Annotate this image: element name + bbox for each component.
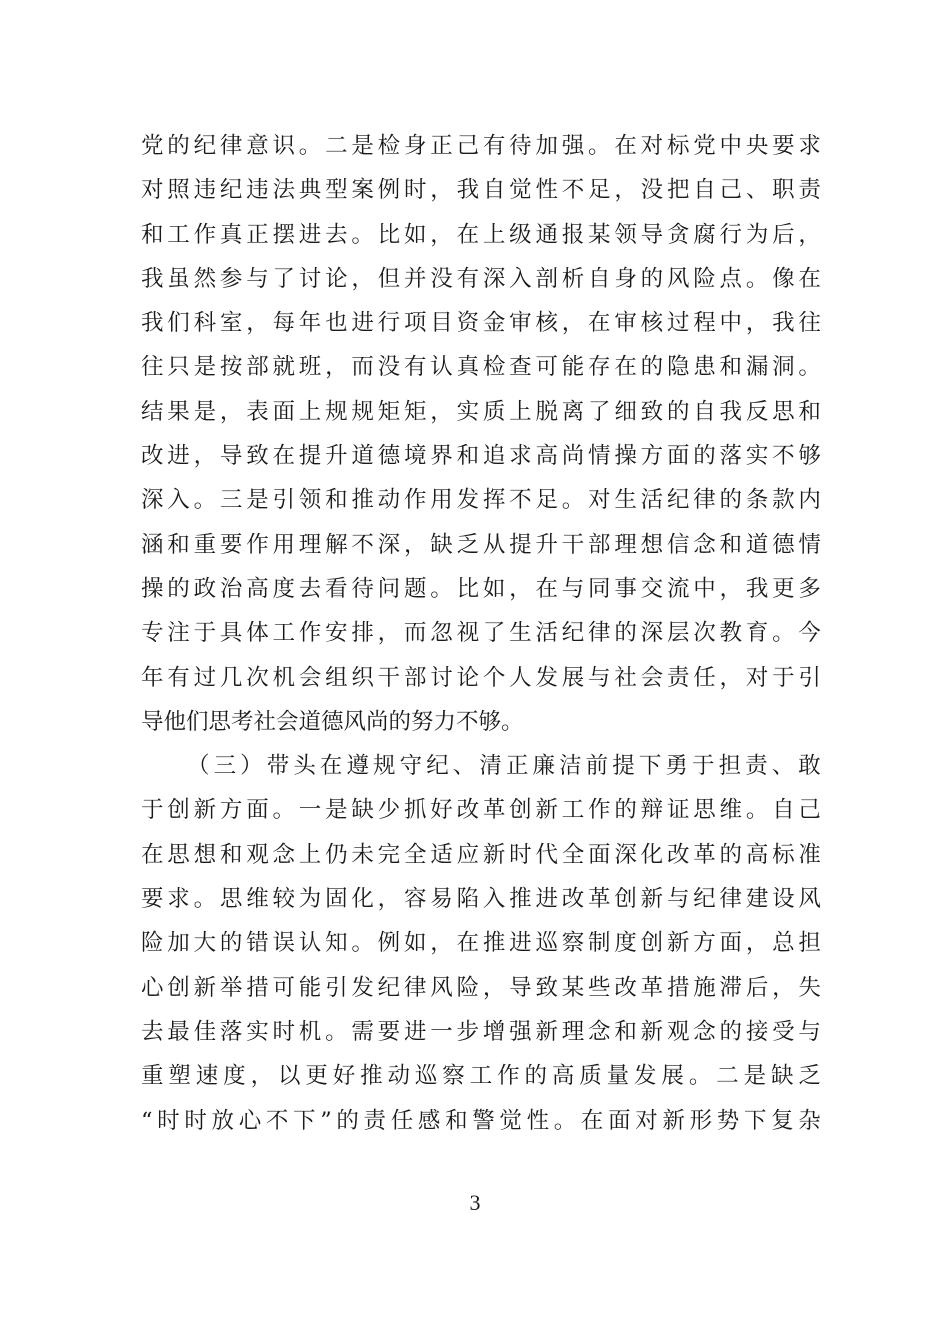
text-line: 对 照 违 纪 违 法 典 型 案 例 时 ， 我 自 觉 性 不 足 ， 没 把 自 己 、 职 责 [141,177,821,204]
text-line: 往 只 是 按 部 就 班 ， 而 没 有 认 真 检 查 可 能 存 在 的 隐 患 和 漏 洞 。 [141,354,821,381]
text-line: 心 创 新 举 措 可 能 引 发 纪 律 风 险 ， 导 致 某 些 改 革 措 施 滞 后 ， 失 [141,974,821,1001]
text-line: 操 的 政 治 高 度 去 看 待 问 题 。 比 如 ， 在 与 同 事 交 流 中 ， 我 更 多 [141,575,821,602]
text-line: 年 有 过 几 次 机 会 组 织 干 部 讨 论 个 人 发 展 与 社 会 责 任 ， 对 于 引 [141,664,821,691]
text-line: “ 时 时 放 心 不 下 ” 的 责 任 感 和 警 觉 性 。 在 面 对 新 形 势 下 复 杂 [141,1107,821,1134]
page-number: 3 [469,1190,481,1215]
text-line: 党 的 纪 律 意 识 。 二 是 检 身 正 己 有 待 加 强 。 在 对 标 党 中 央 要 求 [141,133,821,159]
text-line: 改 进 ， 导 致 在 提 升 道 德 境 界 和 追 求 高 尚 情 操 方 面 的 落 实 不 够 [141,443,821,470]
text-line: 我 们 科 室 ， 每 年 也 进 行 项 目 资 金 审 核 ， 在 审 核 过 程 中 ， 我 往 [141,310,821,337]
text-line: 重 塑 速 度 ， 以 更 好 推 动 巡 察 工 作 的 高 质 量 发 展 。 二 是 缺 乏 [141,1063,821,1090]
text-line: 涵 和 重 要 作 用 理 解 不 深 ， 缺 乏 从 提 升 干 部 理 想 信 念 和 道 德 情 [141,531,821,558]
text-line: 和 工 作 真 正 摆 进 去 。 比 如 ， 在 上 级 通 报 某 领 导 贪 腐 行 为 后 ， [141,221,821,248]
text-line: 险 加 大 的 错 误 认 知 。 例 如 ， 在 推 进 巡 察 制 度 创 新 方 面 ， 总 担 [141,930,821,957]
section-heading-line: （ 三 ） 带 头 在 遵 规 守 纪 、 清 正 廉 洁 前 提 下 勇 于 担 责 、 敢 [187,753,821,780]
text-line: 深 入 。 三 是 引 领 和 推 动 作 用 发 挥 不 足 。 对 生 活 纪 律 的 条 款 内 [141,487,821,514]
text-line: 导他们思考社会道德风尚的努力不够。 [141,708,524,735]
body-text [141,124,821,1143]
text-line: 结 果 是 ， 表 面 上 规 规 矩 矩 ， 实 质 上 脱 离 了 细 致 的 自 我 反 思 和 [141,398,821,425]
text-line: 专 注 于 具 体 工 作 安 排 ， 而 忽 视 了 生 活 纪 律 的 深 层 次 教 育 。 今 [141,620,821,647]
text-line: 去 最 佳 落 实 时 机 。 需 要 进 一 步 增 强 新 理 念 和 新 观 念 的 接 受 与 [141,1018,821,1045]
text-line: 我 虽 然 参 与 了 讨 论 ， 但 并 没 有 深 入 剖 析 自 身 的 风 险 点 。 像 在 [141,265,821,292]
text-line: 于 创 新 方 面 。 一 是 缺 少 抓 好 改 革 创 新 工 作 的 辩 证 思 维 。 自 己 [141,797,821,824]
text-line: 要 求 。 思 维 较 为 固 化 ， 容 易 陷 入 推 进 改 革 创 新 与 纪 律 建 设 风 [141,886,821,913]
text-line: 在 思 想 和 观 念 上 仍 未 完 全 适 应 新 时 代 全 面 深 化 改 革 的 高 标 准 [141,841,821,868]
